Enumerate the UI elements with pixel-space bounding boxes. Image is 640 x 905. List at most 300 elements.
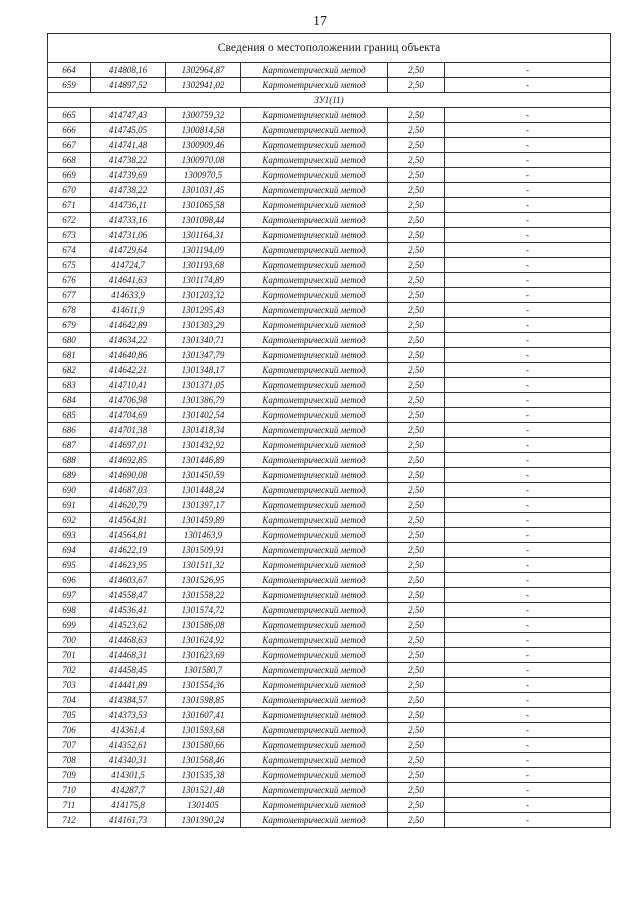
cell-point-number: 705 <box>48 708 91 723</box>
cell-accuracy: 2,50 <box>388 123 445 138</box>
cell-description: - <box>445 168 611 183</box>
cell-accuracy: 2,50 <box>388 663 445 678</box>
table-row <box>48 183 611 198</box>
cell-coordinate-y: 1302941,02 <box>166 78 241 93</box>
table-row <box>48 483 611 498</box>
cell-point-number: 693 <box>48 528 91 543</box>
table-row <box>48 318 611 333</box>
cell-accuracy: 2,50 <box>388 573 445 588</box>
table-row <box>48 558 611 573</box>
cell-description: - <box>445 318 611 333</box>
cell-method: Картометрический метод <box>241 768 388 783</box>
cell-accuracy: 2,50 <box>388 678 445 693</box>
cell-point-number: 710 <box>48 783 91 798</box>
cell-description: - <box>445 423 611 438</box>
cell-coordinate-x: 414622,19 <box>91 543 166 558</box>
cell-coordinate-x: 414352,61 <box>91 738 166 753</box>
cell-coordinate-y: 1301624,92 <box>166 633 241 648</box>
cell-coordinate-y: 1301402,54 <box>166 408 241 423</box>
cell-coordinate-y: 1301607,41 <box>166 708 241 723</box>
cell-coordinate-x: 414701,38 <box>91 423 166 438</box>
table-row <box>48 663 611 678</box>
cell-point-number: 684 <box>48 393 91 408</box>
cell-coordinate-y: 1301598,85 <box>166 693 241 708</box>
cell-accuracy: 2,50 <box>388 213 445 228</box>
table-row <box>48 543 611 558</box>
cell-point-number: 671 <box>48 198 91 213</box>
cell-description: - <box>445 228 611 243</box>
cell-accuracy: 2,50 <box>388 183 445 198</box>
cell-method: Картометрический метод <box>241 333 388 348</box>
cell-description: - <box>445 213 611 228</box>
cell-point-number: 691 <box>48 498 91 513</box>
cell-accuracy: 2,50 <box>388 408 445 423</box>
cell-coordinate-y: 1301623,69 <box>166 648 241 663</box>
cell-coordinate-x: 414458,45 <box>91 663 166 678</box>
cell-method: Картометрический метод <box>241 318 388 333</box>
cell-coordinate-y: 1301509,91 <box>166 543 241 558</box>
cell-description: - <box>445 123 611 138</box>
cell-accuracy: 2,50 <box>388 138 445 153</box>
cell-coordinate-y: 1300814,58 <box>166 123 241 138</box>
cell-coordinate-y: 1301450,59 <box>166 468 241 483</box>
cell-method: Картометрический метод <box>241 408 388 423</box>
table-row <box>48 273 611 288</box>
table-row <box>48 573 611 588</box>
cell-accuracy: 2,50 <box>388 318 445 333</box>
table-row <box>48 213 611 228</box>
page-number: 17 <box>313 14 327 29</box>
cell-method: Картометрический метод <box>241 138 388 153</box>
cell-description: - <box>445 243 611 258</box>
cell-description: - <box>445 633 611 648</box>
table-row <box>48 78 611 93</box>
table-row <box>48 393 611 408</box>
cell-method: Картометрический метод <box>241 663 388 678</box>
cell-method: Картометрический метод <box>241 168 388 183</box>
cell-method: Картометрический метод <box>241 738 388 753</box>
cell-coordinate-x: 414536,41 <box>91 603 166 618</box>
cell-coordinate-x: 414623,95 <box>91 558 166 573</box>
cell-description: - <box>445 603 611 618</box>
cell-coordinate-x: 414741,48 <box>91 138 166 153</box>
cell-description: - <box>445 738 611 753</box>
cell-coordinate-y: 1301535,38 <box>166 768 241 783</box>
cell-description: - <box>445 663 611 678</box>
cell-coordinate-x: 414733,16 <box>91 213 166 228</box>
cell-coordinate-x: 414642,21 <box>91 363 166 378</box>
cell-accuracy: 2,50 <box>388 618 445 633</box>
cell-accuracy: 2,50 <box>388 768 445 783</box>
cell-accuracy: 2,50 <box>388 633 445 648</box>
cell-method: Картометрический метод <box>241 198 388 213</box>
cell-point-number: 690 <box>48 483 91 498</box>
cell-point-number: 685 <box>48 408 91 423</box>
cell-description: - <box>445 513 611 528</box>
table-row <box>48 588 611 603</box>
cell-point-number: 680 <box>48 333 91 348</box>
cell-point-number: 670 <box>48 183 91 198</box>
table-row <box>48 648 611 663</box>
cell-point-number: 707 <box>48 738 91 753</box>
cell-description: - <box>445 573 611 588</box>
cell-coordinate-y: 1302964,87 <box>166 63 241 78</box>
cell-coordinate-y: 1301386,79 <box>166 393 241 408</box>
section-label: ЗУ1(11) <box>48 93 611 108</box>
cell-coordinate-y: 1301397,17 <box>166 498 241 513</box>
cell-method: Картометрический метод <box>241 258 388 273</box>
cell-accuracy: 2,50 <box>388 423 445 438</box>
table-row <box>48 108 611 123</box>
cell-accuracy: 2,50 <box>388 363 445 378</box>
cell-point-number: 664 <box>48 63 91 78</box>
cell-point-number: 687 <box>48 438 91 453</box>
cell-description: - <box>445 363 611 378</box>
cell-coordinate-y: 1301463,9 <box>166 528 241 543</box>
cell-description: - <box>445 708 611 723</box>
cell-point-number: 679 <box>48 318 91 333</box>
cell-point-number: 694 <box>48 543 91 558</box>
cell-coordinate-x: 414634,22 <box>91 333 166 348</box>
cell-coordinate-x: 414441,89 <box>91 678 166 693</box>
cell-accuracy: 2,50 <box>388 63 445 78</box>
cell-point-number: 672 <box>48 213 91 228</box>
cell-coordinate-x: 414340,31 <box>91 753 166 768</box>
cell-point-number: 678 <box>48 303 91 318</box>
cell-accuracy: 2,50 <box>388 228 445 243</box>
cell-coordinate-y: 1301164,31 <box>166 228 241 243</box>
cell-coordinate-x: 414687,03 <box>91 483 166 498</box>
cell-coordinate-y: 1301098,44 <box>166 213 241 228</box>
cell-accuracy: 2,50 <box>388 558 445 573</box>
cell-coordinate-x: 414468,63 <box>91 633 166 648</box>
cell-accuracy: 2,50 <box>388 108 445 123</box>
cell-description: - <box>445 618 611 633</box>
cell-point-number: 665 <box>48 108 91 123</box>
table-row <box>48 693 611 708</box>
cell-accuracy: 2,50 <box>388 348 445 363</box>
cell-method: Картометрический метод <box>241 153 388 168</box>
cell-description: - <box>445 768 611 783</box>
cell-accuracy: 2,50 <box>388 693 445 708</box>
cell-coordinate-x: 414620,79 <box>91 498 166 513</box>
table-row <box>48 198 611 213</box>
cell-description: - <box>445 108 611 123</box>
cell-method: Картометрический метод <box>241 123 388 138</box>
cell-coordinate-x: 414731,06 <box>91 228 166 243</box>
table-row <box>48 408 611 423</box>
cell-description: - <box>445 258 611 273</box>
cell-description: - <box>445 783 611 798</box>
cell-coordinate-y: 1301405 <box>166 798 241 813</box>
table-row <box>48 528 611 543</box>
cell-method: Картометрический метод <box>241 273 388 288</box>
cell-coordinate-y: 1301586,08 <box>166 618 241 633</box>
cell-description: - <box>445 798 611 813</box>
cell-method: Картометрический метод <box>241 558 388 573</box>
table-row <box>48 363 611 378</box>
cell-method: Картометрический метод <box>241 378 388 393</box>
cell-coordinate-x: 414736,11 <box>91 198 166 213</box>
cell-coordinate-x: 414633,9 <box>91 288 166 303</box>
cell-method: Картометрический метод <box>241 183 388 198</box>
cell-coordinate-y: 1301348,17 <box>166 363 241 378</box>
cell-point-number: 668 <box>48 153 91 168</box>
cell-coordinate-y: 1300970,5 <box>166 168 241 183</box>
cell-method: Картометрический метод <box>241 453 388 468</box>
cell-method: Картометрический метод <box>241 108 388 123</box>
cell-coordinate-x: 414564,81 <box>91 513 166 528</box>
table-row <box>48 738 611 753</box>
cell-accuracy: 2,50 <box>388 273 445 288</box>
cell-description: - <box>445 438 611 453</box>
cell-method: Картометрический метод <box>241 693 388 708</box>
table-row <box>48 513 611 528</box>
cell-coordinate-y: 1301065,58 <box>166 198 241 213</box>
cell-method: Картометрический метод <box>241 543 388 558</box>
cell-coordinate-y: 1300759,32 <box>166 108 241 123</box>
cell-description: - <box>445 303 611 318</box>
cell-coordinate-x: 414729,64 <box>91 243 166 258</box>
cell-description: - <box>445 483 611 498</box>
cell-point-number: 675 <box>48 258 91 273</box>
table-body <box>48 34 611 828</box>
cell-point-number: 686 <box>48 423 91 438</box>
cell-point-number: 700 <box>48 633 91 648</box>
cell-point-number: 702 <box>48 663 91 678</box>
boundary-coordinates-table <box>47 33 611 828</box>
cell-method: Картометрический метод <box>241 348 388 363</box>
table-row <box>48 768 611 783</box>
cell-coordinate-y: 1301193,68 <box>166 258 241 273</box>
cell-coordinate-x: 414361,4 <box>91 723 166 738</box>
cell-description: - <box>445 453 611 468</box>
cell-coordinate-x: 414738,22 <box>91 153 166 168</box>
cell-description: - <box>445 393 611 408</box>
cell-coordinate-x: 414640,86 <box>91 348 166 363</box>
cell-coordinate-y: 1301303,29 <box>166 318 241 333</box>
table-row <box>48 63 611 78</box>
cell-coordinate-x: 414301,5 <box>91 768 166 783</box>
cell-description: - <box>445 198 611 213</box>
table-row <box>48 633 611 648</box>
cell-description: - <box>445 528 611 543</box>
cell-coordinate-y: 1301390,24 <box>166 813 241 828</box>
cell-method: Картометрический метод <box>241 228 388 243</box>
cell-description: - <box>445 288 611 303</box>
table-title-row <box>48 34 611 63</box>
cell-accuracy: 2,50 <box>388 813 445 828</box>
cell-description: - <box>445 723 611 738</box>
cell-method: Картометрический метод <box>241 783 388 798</box>
cell-accuracy: 2,50 <box>388 378 445 393</box>
cell-method: Картометрический метод <box>241 618 388 633</box>
cell-point-number: 708 <box>48 753 91 768</box>
cell-accuracy: 2,50 <box>388 513 445 528</box>
cell-method: Картометрический метод <box>241 573 388 588</box>
cell-coordinate-y: 1301459,89 <box>166 513 241 528</box>
cell-method: Картометрический метод <box>241 213 388 228</box>
cell-accuracy: 2,50 <box>388 438 445 453</box>
table-row <box>48 618 611 633</box>
table-row <box>48 123 611 138</box>
cell-coordinate-x: 414384,57 <box>91 693 166 708</box>
cell-accuracy: 2,50 <box>388 453 445 468</box>
table-row <box>48 138 611 153</box>
cell-description: - <box>445 183 611 198</box>
cell-coordinate-y: 1301580,7 <box>166 663 241 678</box>
cell-method: Картометрический метод <box>241 633 388 648</box>
cell-coordinate-y: 1301526,95 <box>166 573 241 588</box>
cell-method: Картометрический метод <box>241 648 388 663</box>
cell-point-number: 683 <box>48 378 91 393</box>
cell-coordinate-y: 1301194,09 <box>166 243 241 258</box>
cell-coordinate-y: 1301295,43 <box>166 303 241 318</box>
cell-coordinate-y: 1301446,89 <box>166 453 241 468</box>
cell-description: - <box>445 78 611 93</box>
cell-coordinate-x: 414690,08 <box>91 468 166 483</box>
cell-accuracy: 2,50 <box>388 303 445 318</box>
cell-description: - <box>445 588 611 603</box>
table-row <box>48 798 611 813</box>
cell-method: Картометрический метод <box>241 63 388 78</box>
cell-method: Картометрический метод <box>241 243 388 258</box>
cell-coordinate-y: 1300970,08 <box>166 153 241 168</box>
table-row <box>48 168 611 183</box>
cell-coordinate-x: 414642,89 <box>91 318 166 333</box>
cell-method: Картометрический метод <box>241 603 388 618</box>
cell-accuracy: 2,50 <box>388 198 445 213</box>
cell-accuracy: 2,50 <box>388 468 445 483</box>
cell-description: - <box>445 498 611 513</box>
cell-coordinate-y: 1301347,79 <box>166 348 241 363</box>
cell-method: Картометрический метод <box>241 498 388 513</box>
cell-method: Картометрический метод <box>241 528 388 543</box>
cell-accuracy: 2,50 <box>388 648 445 663</box>
cell-coordinate-x: 414808,16 <box>91 63 166 78</box>
cell-accuracy: 2,50 <box>388 498 445 513</box>
cell-coordinate-y: 1301554,36 <box>166 678 241 693</box>
cell-description: - <box>445 543 611 558</box>
cell-point-number: 669 <box>48 168 91 183</box>
cell-accuracy: 2,50 <box>388 543 445 558</box>
cell-accuracy: 2,50 <box>388 708 445 723</box>
cell-description: - <box>445 693 611 708</box>
cell-description: - <box>445 648 611 663</box>
cell-point-number: 673 <box>48 228 91 243</box>
cell-description: - <box>445 273 611 288</box>
cell-coordinate-y: 1301448,24 <box>166 483 241 498</box>
cell-coordinate-x: 414468,31 <box>91 648 166 663</box>
cell-coordinate-x: 414523,62 <box>91 618 166 633</box>
cell-point-number: 681 <box>48 348 91 363</box>
cell-method: Картометрический метод <box>241 678 388 693</box>
cell-coordinate-y: 1301432,92 <box>166 438 241 453</box>
cell-coordinate-y: 1301340,71 <box>166 333 241 348</box>
cell-coordinate-x: 414373,53 <box>91 708 166 723</box>
cell-coordinate-x: 414603,67 <box>91 573 166 588</box>
cell-point-number: 674 <box>48 243 91 258</box>
cell-coordinate-x: 414745,05 <box>91 123 166 138</box>
cell-coordinate-x: 414724,7 <box>91 258 166 273</box>
table-row <box>48 813 611 828</box>
cell-coordinate-x: 414710,41 <box>91 378 166 393</box>
cell-point-number: 706 <box>48 723 91 738</box>
cell-point-number: 676 <box>48 273 91 288</box>
cell-coordinate-y: 1301574,72 <box>166 603 241 618</box>
table-title: Сведения о местоположении границ объекта <box>48 34 611 63</box>
table-row <box>48 378 611 393</box>
table-row <box>48 333 611 348</box>
cell-point-number: 697 <box>48 588 91 603</box>
table-row <box>48 153 611 168</box>
cell-coordinate-x: 414706,98 <box>91 393 166 408</box>
cell-coordinate-x: 414641,63 <box>91 273 166 288</box>
cell-accuracy: 2,50 <box>388 78 445 93</box>
cell-description: - <box>445 348 611 363</box>
cell-point-number: 709 <box>48 768 91 783</box>
cell-method: Картометрический метод <box>241 753 388 768</box>
cell-description: - <box>445 678 611 693</box>
cell-accuracy: 2,50 <box>388 528 445 543</box>
cell-method: Картометрический метод <box>241 303 388 318</box>
cell-point-number: 666 <box>48 123 91 138</box>
cell-coordinate-x: 414897,52 <box>91 78 166 93</box>
table-row <box>48 603 611 618</box>
cell-coordinate-x: 414175,8 <box>91 798 166 813</box>
cell-coordinate-x: 414692,85 <box>91 453 166 468</box>
cell-coordinate-x: 414287,7 <box>91 783 166 798</box>
cell-point-number: 677 <box>48 288 91 303</box>
cell-method: Картометрический метод <box>241 708 388 723</box>
cell-coordinate-x: 414161,73 <box>91 813 166 828</box>
cell-description: - <box>445 813 611 828</box>
table-row <box>48 348 611 363</box>
cell-point-number: 659 <box>48 78 91 93</box>
cell-method: Картометрический метод <box>241 423 388 438</box>
table-row <box>48 258 611 273</box>
cell-point-number: 682 <box>48 363 91 378</box>
table-row <box>48 438 611 453</box>
cell-description: - <box>445 753 611 768</box>
cell-method: Картометрический метод <box>241 363 388 378</box>
cell-coordinate-x: 414704,69 <box>91 408 166 423</box>
table-row <box>48 453 611 468</box>
cell-accuracy: 2,50 <box>388 603 445 618</box>
cell-coordinate-x: 414747,43 <box>91 108 166 123</box>
table-row <box>48 423 611 438</box>
cell-coordinate-y: 1301558,22 <box>166 588 241 603</box>
cell-description: - <box>445 408 611 423</box>
cell-coordinate-y: 1301031,45 <box>166 183 241 198</box>
cell-accuracy: 2,50 <box>388 798 445 813</box>
cell-point-number: 695 <box>48 558 91 573</box>
cell-description: - <box>445 558 611 573</box>
cell-accuracy: 2,50 <box>388 153 445 168</box>
cell-description: - <box>445 153 611 168</box>
cell-point-number: 689 <box>48 468 91 483</box>
cell-accuracy: 2,50 <box>388 168 445 183</box>
cell-accuracy: 2,50 <box>388 723 445 738</box>
cell-method: Картометрический метод <box>241 513 388 528</box>
cell-accuracy: 2,50 <box>388 288 445 303</box>
cell-description: - <box>445 333 611 348</box>
cell-coordinate-x: 414697,01 <box>91 438 166 453</box>
cell-coordinate-x: 414611,9 <box>91 303 166 318</box>
cell-description: - <box>445 468 611 483</box>
cell-coordinate-y: 1301203,32 <box>166 288 241 303</box>
cell-coordinate-y: 1301580,66 <box>166 738 241 753</box>
